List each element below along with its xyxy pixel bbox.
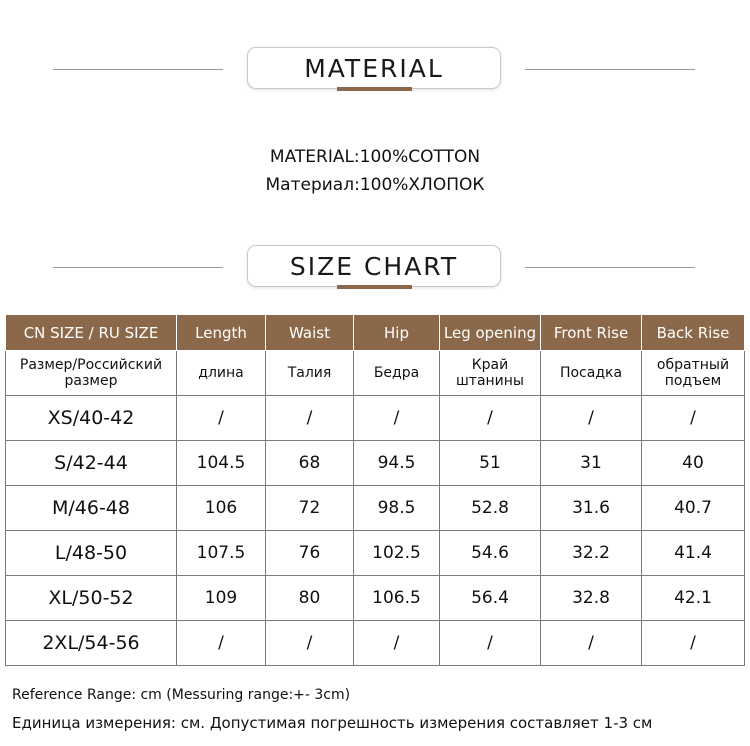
table-cell: / xyxy=(541,396,642,441)
table-cell: 32.8 xyxy=(541,576,642,621)
table-cell: 40 xyxy=(642,441,745,486)
table-cell: 98.5 xyxy=(354,486,440,531)
reference-range-note: Reference Range: cm (Messuring range:+- 3cm) xyxy=(12,687,351,703)
russian-tolerance-note: Единица измерения: см. Допустимая погрешность измерения составляет 1-3 см xyxy=(12,714,653,732)
table-cell: / xyxy=(354,396,440,441)
table-cell: 106 xyxy=(177,486,266,531)
size-cell: S/42-44 xyxy=(6,441,177,486)
heading-accent-bar xyxy=(337,87,412,91)
header-row-en xyxy=(6,315,745,351)
column-header: Hip xyxy=(354,315,440,351)
table-cell: 52.8 xyxy=(440,486,541,531)
divider-line xyxy=(53,69,223,70)
column-header: Front Rise xyxy=(541,315,642,351)
size-cell: XS/40-42 xyxy=(6,396,177,441)
table-cell: 31 xyxy=(541,441,642,486)
divider-line xyxy=(525,267,695,268)
size-cell: 2XL/54-56 xyxy=(6,621,177,666)
table-cell: 72 xyxy=(266,486,354,531)
table-cell: 42.1 xyxy=(642,576,745,621)
table-cell: 107.5 xyxy=(177,531,266,576)
material-description xyxy=(0,143,750,199)
size-chart-table xyxy=(5,315,745,666)
table-cell: 102.5 xyxy=(354,531,440,576)
size-cell: XL/50-52 xyxy=(6,576,177,621)
column-header-ru: длина xyxy=(177,351,266,396)
table-cell: 51 xyxy=(440,441,541,486)
table-cell: / xyxy=(266,396,354,441)
column-header-ru: обратный подъем xyxy=(642,351,745,396)
table-cell: 109 xyxy=(177,576,266,621)
size-chart-section-header xyxy=(0,245,750,305)
table-cell: / xyxy=(642,621,745,666)
divider-line xyxy=(525,69,695,70)
size-cell: L/48-50 xyxy=(6,531,177,576)
column-header: CN SIZE / RU SIZE xyxy=(6,315,177,351)
table-row xyxy=(6,396,745,441)
material-heading: MATERIAL xyxy=(247,47,501,89)
table-cell: / xyxy=(440,396,541,441)
measurement-notes xyxy=(12,681,652,737)
size-chart-heading: SIZE CHART xyxy=(247,245,501,287)
size-cell: M/46-48 xyxy=(6,486,177,531)
table-cell: / xyxy=(266,621,354,666)
table-cell: 80 xyxy=(266,576,354,621)
table-cell: / xyxy=(440,621,541,666)
column-header: Waist xyxy=(266,315,354,351)
column-header-ru: Посадка xyxy=(541,351,642,396)
table-cell: 106.5 xyxy=(354,576,440,621)
table-cell: 94.5 xyxy=(354,441,440,486)
column-header-ru: Бедра xyxy=(354,351,440,396)
material-line-en: MATERIAL:100%COTTON xyxy=(269,147,481,167)
column-header-ru: Размер/Российский размер xyxy=(6,351,177,396)
divider-line xyxy=(53,267,223,268)
table-cell: 41.4 xyxy=(642,531,745,576)
table-cell: 40.7 xyxy=(642,486,745,531)
material-section-header xyxy=(0,47,750,107)
column-header-ru: Край штанины xyxy=(440,351,541,396)
table-row xyxy=(6,441,745,486)
heading-accent-bar xyxy=(337,285,412,289)
table-row xyxy=(6,576,745,621)
table-cell: 54.6 xyxy=(440,531,541,576)
material-line-ru: Материал:100%ХЛОПОК xyxy=(265,175,485,195)
header-row-ru xyxy=(6,351,745,396)
table-cell: 56.4 xyxy=(440,576,541,621)
table-cell: 31.6 xyxy=(541,486,642,531)
table-cell: / xyxy=(642,396,745,441)
column-header: Leg opening xyxy=(440,315,541,351)
column-header: Back Rise xyxy=(642,315,745,351)
column-header-ru: Талия xyxy=(266,351,354,396)
table-cell: / xyxy=(177,396,266,441)
table-cell: 32.2 xyxy=(541,531,642,576)
table-row xyxy=(6,621,745,666)
table-cell: 68 xyxy=(266,441,354,486)
table-cell: 104.5 xyxy=(177,441,266,486)
table-cell: / xyxy=(177,621,266,666)
table-cell: / xyxy=(541,621,642,666)
table-cell: / xyxy=(354,621,440,666)
table-cell: 76 xyxy=(266,531,354,576)
table-row xyxy=(6,531,745,576)
column-header: Length xyxy=(177,315,266,351)
table-row xyxy=(6,486,745,531)
